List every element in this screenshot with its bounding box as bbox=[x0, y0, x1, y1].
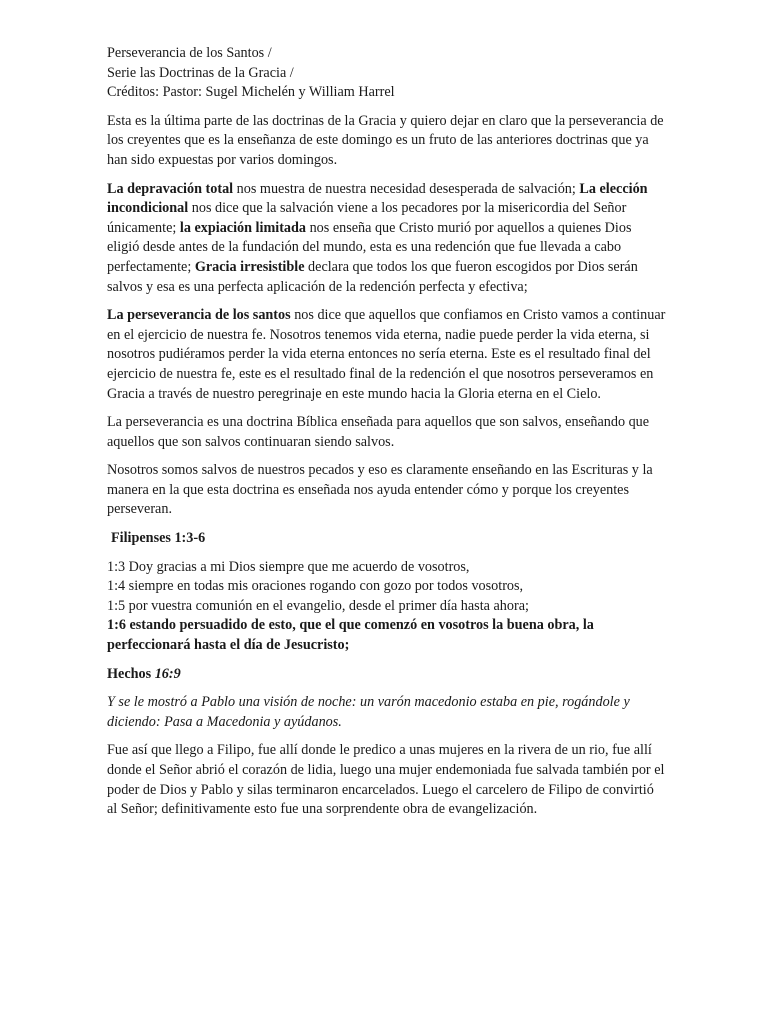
term-total-depravity: La depravación total bbox=[107, 180, 234, 197]
doctrine-text-2: nos dice que la salvación viene a los pecadores por la misericordia del Señor únicamente; bbox=[107, 200, 627, 236]
intro-paragraph: Esta es la última parte de las doctrinas de la Gracia y quiero dejar en claro que la perseverancia de los creyentes que es la enseñanza de este domingo es un fruto de las anteriores doctrinas que ya han sido expuestas por varios domingos. bbox=[107, 112, 664, 168]
document-header bbox=[107, 44, 667, 103]
doctrine-text-4: declara que todos los que fueron escogidos por Dios serán salvos y esa es una perfecta aplicación de la redención perfecta y efectiva; bbox=[107, 258, 638, 295]
term-perseverance: La perseverancia de los santos bbox=[107, 307, 291, 324]
verse-1-5: 1:5 por vuestra comunión en el evangelio, desde el primer día hasta ahora; bbox=[107, 597, 529, 614]
perseverance-text: nos dice que aquellos que confiamos en Cristo vamos a continuar en el ejercicio de nuestra fe. Nosotros tenemos vida eterna, nadie puede perder la vida eterna, si nosotros pudiéramos perder la vida eterna entonces no sería eterna. Este es el resultado final del ejercicio de nuestra fe, este es el resultado final de la redención el que nosotros perseveramos en Gracia a través de nuestro peregrinaje en este mundo hacia la Gloria eterna en el Cielo. bbox=[107, 307, 666, 402]
header-series: Serie las Doctrinas de la Gracia / bbox=[107, 64, 294, 81]
term-irresistible-grace: Gracia irresistible bbox=[194, 258, 305, 275]
filipo-paragraph: Fue así que llego a Filipo, fue allí donde le predico a unas mujeres en la rivera de un rio, fue allí donde el Señor abrió el corazón de lidia, luego una mujer endemoniada fue salvada también por el poder de Dios y Pablo y silas terminaron encarcelados. Luego el carcelero de Filipo de convirtió al Señor; definitivamente esto fue una sorprendente obra de evangelización. bbox=[107, 742, 665, 818]
perseverance-paragraph bbox=[107, 306, 667, 404]
filipenses-verses bbox=[107, 558, 667, 656]
saved-paragraph: Nosotros somos salvos de nuestros pecados y eso es claramente enseñando en las Escrituras y la manera en la que esta doctrina es enseñada nos ayuda entender cómo y porque los creyentes perseveran. bbox=[107, 462, 653, 518]
header-credits: Créditos: Pastor: Sugel Michelén y William Harrel bbox=[107, 84, 395, 101]
term-unconditional-election: La elección incondicional bbox=[107, 180, 648, 217]
header-title: Perseverancia de los Santos / bbox=[107, 45, 272, 61]
hechos-quote: Y se le mostró a Pablo una visión de noche: un varón macedonio estaba en pie, rogándole y diciendo: Pasa a Macedonia y ayúdanos. bbox=[107, 694, 630, 730]
hechos-heading bbox=[107, 665, 667, 685]
term-limited-atonement: la expiación limitada bbox=[179, 219, 307, 236]
filipenses-heading: Filipenses 1:3-6 bbox=[111, 530, 206, 547]
doctrine-text-1: nos muestra de nuestra necesidad desesperada de salvación; bbox=[233, 180, 580, 197]
verse-1-6: 1:6 estando persuadido de esto, que el que comenzó en vosotros la buena obra, la perfeccionará hasta el día de Jesucristo; bbox=[107, 617, 594, 654]
hechos-book: Hechos bbox=[107, 665, 155, 682]
hechos-reference: 16:9 bbox=[154, 665, 181, 682]
doctrines-paragraph bbox=[107, 180, 667, 298]
biblical-doctrine-paragraph: La perseverancia es una doctrina Bíblica enseñada para aquellos que son salvos, enseñando que aquellos que son salvos continuaran siendo salvos. bbox=[107, 414, 650, 450]
verse-1-4: 1:4 siempre en todas mis oraciones rogando con gozo por todos vosotros, bbox=[107, 578, 524, 595]
verse-1-3: 1:3 Doy gracias a mi Dios siempre que me acuerdo de vosotros, bbox=[107, 558, 470, 575]
document-body bbox=[107, 44, 667, 829]
doctrine-text-3: nos enseña que Cristo murió por aquellos a quienes Dios eligió desde antes de la fundación del mundo, esta es una redención que fue llevada a cabo perfectamente; bbox=[107, 219, 632, 275]
